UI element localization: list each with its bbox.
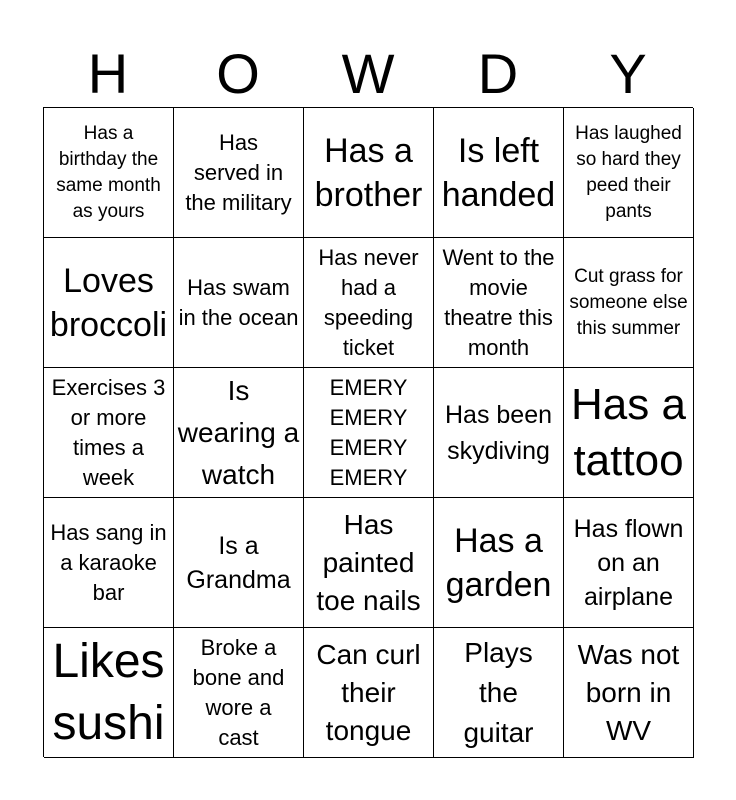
bingo-header bbox=[43, 40, 693, 108]
bingo-cell-text: Plays the guitar bbox=[463, 636, 534, 748]
bingo-cell[interactable] bbox=[564, 238, 694, 368]
bingo-cell[interactable] bbox=[434, 368, 564, 498]
bingo-cell-text: Was not born in WV bbox=[577, 638, 680, 746]
bingo-cell[interactable] bbox=[174, 368, 304, 498]
bingo-cell[interactable] bbox=[434, 108, 564, 238]
bingo-cell-text: Has flown on an airplane bbox=[573, 514, 684, 611]
bingo-cell[interactable] bbox=[174, 628, 304, 758]
bingo-cell[interactable] bbox=[434, 498, 564, 628]
header-letter-w: W bbox=[341, 42, 395, 105]
bingo-cell-text: Can curl their tongue bbox=[316, 638, 421, 746]
bingo-cell-text: Has a birthday the same month as yours bbox=[56, 122, 161, 222]
bingo-cell-text: Is left handed bbox=[441, 131, 556, 214]
header-letter-d: D bbox=[477, 42, 519, 105]
bingo-cell[interactable] bbox=[304, 498, 434, 628]
bingo-cell[interactable] bbox=[44, 368, 174, 498]
bingo-cell-text: Has painted toe nails bbox=[316, 508, 421, 616]
bingo-cell-text: Loves broccoli bbox=[49, 261, 168, 344]
bingo-cell-text: Exercises 3 or more times a week bbox=[51, 374, 166, 490]
header-letter-h: H bbox=[87, 42, 129, 105]
bingo-cell-text: Has never had a speeding ticket bbox=[318, 244, 419, 360]
header-letter-o: O bbox=[216, 42, 260, 105]
bingo-cell-text: Has swam in the ocean bbox=[178, 274, 299, 330]
bingo-cell[interactable] bbox=[44, 108, 174, 238]
bingo-cell[interactable] bbox=[564, 628, 694, 758]
bingo-cell-text: Is wearing a watch bbox=[177, 374, 300, 490]
bingo-cell[interactable] bbox=[564, 108, 694, 238]
bingo-cell-text: Has been skydiving bbox=[444, 400, 553, 465]
bingo-cell-text: Has a brother bbox=[314, 131, 423, 214]
bingo-cell[interactable] bbox=[44, 628, 174, 758]
bingo-cell-text: Went to the movie theatre this month bbox=[442, 244, 555, 360]
bingo-cell[interactable] bbox=[304, 238, 434, 368]
bingo-cell-text: Has served in the military bbox=[185, 129, 292, 215]
bingo-cell[interactable] bbox=[44, 498, 174, 628]
bingo-cell-text: Is a Grandma bbox=[186, 531, 291, 594]
bingo-cell[interactable] bbox=[44, 238, 174, 368]
bingo-cell-text: EMERY EMERY EMERY EMERY bbox=[329, 374, 408, 490]
bingo-cell[interactable] bbox=[304, 108, 434, 238]
bingo-cell[interactable] bbox=[304, 628, 434, 758]
bingo-grid bbox=[43, 107, 693, 757]
bingo-cell-text: Has a tattoo bbox=[571, 379, 686, 485]
bingo-cell[interactable] bbox=[564, 498, 694, 628]
bingo-cell-text: Likes sushi bbox=[52, 634, 165, 750]
bingo-cell-text: Broke a bone and wore a cast bbox=[192, 634, 285, 750]
bingo-cell[interactable] bbox=[174, 108, 304, 238]
bingo-cell-text: Has laughed so hard they peed their pants bbox=[575, 122, 682, 222]
bingo-cell[interactable] bbox=[564, 368, 694, 498]
bingo-cell[interactable] bbox=[304, 368, 434, 498]
bingo-cell-text: Cut grass for someone else this summer bbox=[569, 265, 688, 339]
bingo-cell-text: Has sang in a karaoke bar bbox=[50, 519, 167, 605]
bingo-cell[interactable] bbox=[434, 628, 564, 758]
bingo-cell[interactable] bbox=[434, 238, 564, 368]
bingo-cell[interactable] bbox=[174, 498, 304, 628]
bingo-cell[interactable] bbox=[174, 238, 304, 368]
header-letter-y: Y bbox=[609, 42, 647, 105]
bingo-cell-text: Has a garden bbox=[445, 521, 552, 604]
